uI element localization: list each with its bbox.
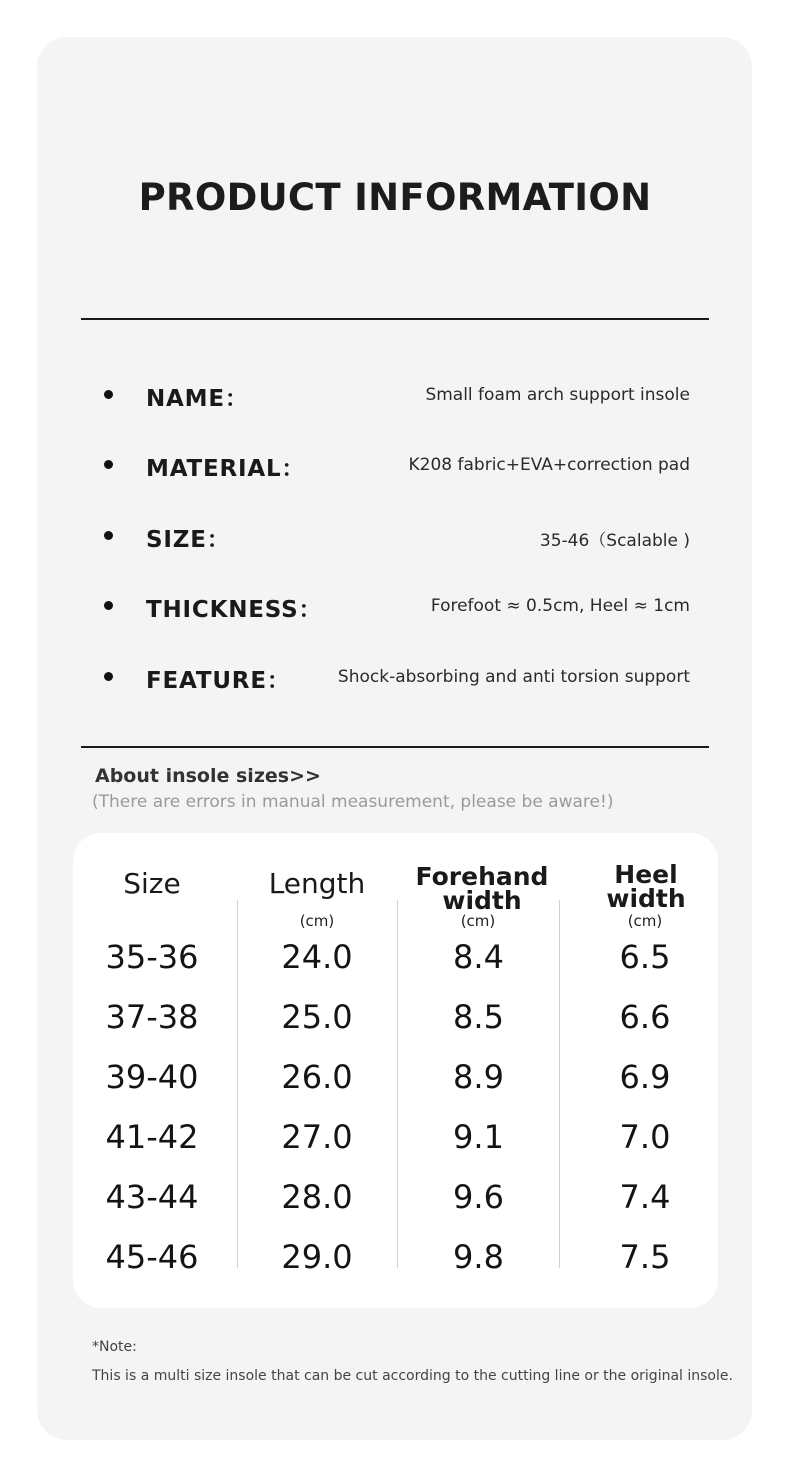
bullet-icon (104, 390, 113, 399)
table-cell: 6.9 (619, 1058, 671, 1096)
spec-row-name (100, 376, 690, 416)
table-cell: 45-46 (105, 1238, 199, 1276)
measurement-warning: (There are errors in manual measurement, please be aware!) (92, 792, 614, 812)
table-cell: 25.0 (281, 998, 353, 1036)
table-cell: 41-42 (105, 1118, 199, 1156)
table-cell: 7.5 (619, 1238, 671, 1276)
about-sizes-heading: About insole sizes>> (95, 765, 321, 787)
spec-value: Small foam arch support insole (425, 385, 690, 405)
spec-value: 35-46（Scalable ) (539, 531, 690, 551)
table-cell: 37-38 (105, 998, 199, 1036)
table-cell: 8.9 (453, 1058, 504, 1096)
table-cell: 43-44 (105, 1178, 199, 1216)
header-heel-line2: width (606, 884, 686, 913)
table-cell: 24.0 (281, 938, 353, 976)
table-cell: 7.0 (619, 1118, 671, 1156)
spec-row-thickness (100, 587, 690, 627)
bullet-icon (104, 531, 113, 540)
spec-value: K208 fabric+EVA+correction pad (408, 455, 690, 475)
spec-label: SIZE： (146, 527, 231, 553)
spec-label: NAME： (146, 386, 249, 412)
header-forehand-unit: (cm) (460, 912, 496, 930)
header-heel-unit: (cm) (627, 912, 663, 930)
bullet-icon (104, 601, 113, 610)
header-size: Size (123, 867, 181, 900)
spec-value: Forefoot ≈ 0.5cm, Heel ≈ 1cm (430, 596, 690, 616)
spec-row-feature (100, 658, 690, 698)
table-cell: 6.5 (619, 938, 671, 976)
table-cell: 9.1 (453, 1118, 504, 1156)
top-divider (81, 318, 709, 320)
header-length: Length (268, 867, 366, 900)
spec-row-material (100, 446, 690, 486)
table-cell: 8.4 (453, 938, 504, 976)
table-cell: 28.0 (281, 1178, 353, 1216)
bullet-icon (104, 460, 113, 469)
page-title: PRODUCT INFORMATION (138, 176, 652, 219)
table-cell: 29.0 (281, 1238, 353, 1276)
note-title: *Note: (92, 1339, 137, 1355)
table-cell: 35-36 (105, 938, 199, 976)
spec-label: THICKNESS： (146, 597, 323, 623)
header-heel: Heel (614, 860, 678, 889)
header-forehand: Forehand (415, 862, 549, 891)
spec-value: Shock-absorbing and anti torsion support (337, 667, 690, 687)
table-cell: 8.5 (453, 998, 504, 1036)
table-cell: 39-40 (105, 1058, 199, 1096)
spec-row-size (100, 517, 690, 557)
table-cell: 7.4 (619, 1178, 671, 1216)
header-length-unit: (cm) (299, 912, 335, 930)
note-body: This is a multi size insole that can be cut according to the cutting line or the original insole. (92, 1368, 733, 1384)
table-cell: 27.0 (281, 1118, 353, 1156)
spec-label: FEATURE： (146, 668, 291, 694)
table-cell: 9.8 (453, 1238, 504, 1276)
table-cell: 6.6 (619, 998, 671, 1036)
bullet-icon (104, 672, 113, 681)
bottom-divider (81, 746, 709, 748)
header-forehand-line2: width (442, 886, 522, 915)
table-cell: 26.0 (281, 1058, 353, 1096)
spec-label: MATERIAL： (146, 456, 306, 482)
table-cell: 9.6 (453, 1178, 504, 1216)
